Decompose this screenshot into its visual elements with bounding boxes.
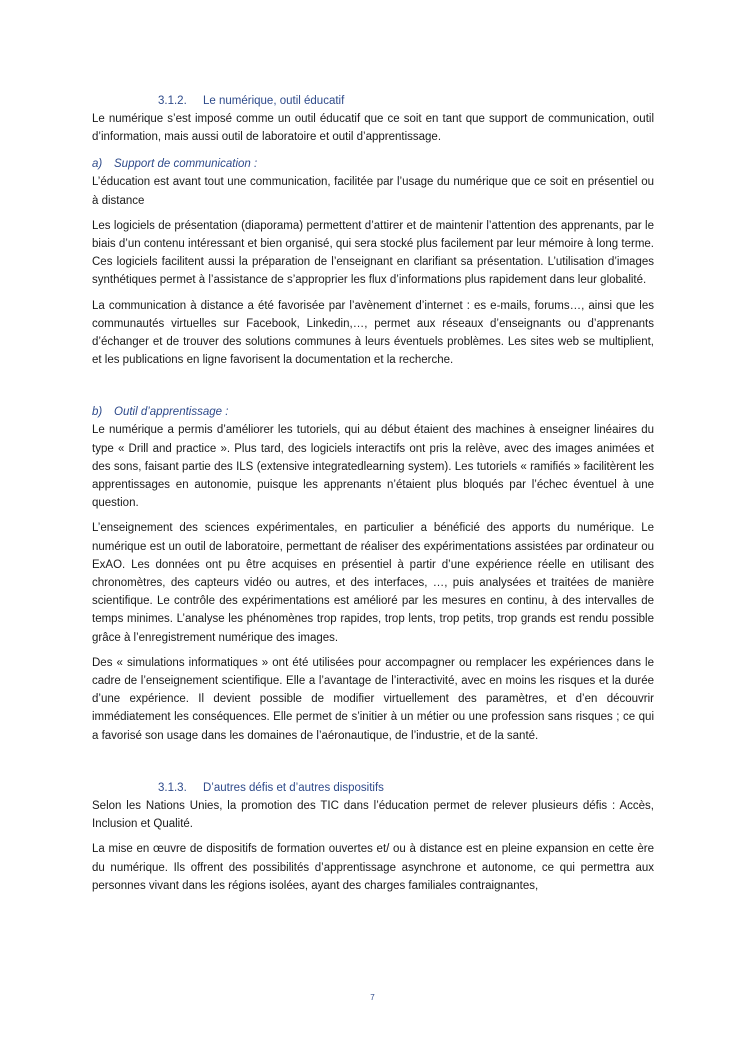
paragraph-b-1: Le numérique a permis d’améliorer les tutoriels, qui au début étaient des machines à enseigner linéaires du type « Drill and practice ». Plus tard, des logiciels interactifs ont pris la relève, avec des images animées et des sons, faisant partie des ILS (extensive integratedlearning system). Les tutoriels « ramifiés » facilitèrent les apprentissages en autonomie, puisque les apprenants n’étaient plus bloqués par l’échec éventuel à une question. [92,424,654,510]
subheading-title: Outil d’apprentissage : [114,406,229,419]
paragraph-b-2: L’enseignement des sciences expérimentales, en particulier a bénéficié des apports du numérique. Le numérique est un outil de laboratoire, permettant de réaliser des expérimentations assistées par ordinateur ou ExAO. Les données ont pu être acquises en présentiel à partir d’une expérience réelle en utilisant des chronomètres, des capteurs vidéo ou autres, et des interfaces, …, puis analysées et traitées de manière scientifique. Le contrôle des expérimentations est amélioré par les mesures en continu, à des intervalles de temps minimes. L’analyse les phénomènes trop rapides, trop lents, trop petits, trop grands est rendu possible grâce à l’enregistrement numérique des images. [92,522,654,644]
subheading-letter: a) [92,158,103,171]
paragraph-a-1: L’éducation est avant tout une communication, facilitée par l’usage du numérique que ce soit en présentiel ou à distance [92,176,654,207]
subheading-letter: b) [92,406,103,419]
section-number: 3.1.3. [158,781,187,794]
section-heading-3-1-3 [92,779,654,797]
section-number: 3.1.2. [158,95,187,107]
page-number: 7 [370,993,375,1002]
paragraph-c-1: Selon les Nations Unies, la promotion des TIC dans l’éducation permet de relever plusieurs défis : Accès, Inclusion et Qualité. [92,799,654,831]
section-title: D’autres défis et d’autres dispositifs [203,781,384,794]
section-intro-paragraph: Le numérique s’est imposé comme un outil éducatif que ce soit en tant que support de communication, outil d’information, mais aussi outil de laboratoire et outil d’apprentissage. [92,113,654,144]
subheading-title: Support de communication : [114,158,258,171]
paragraph-a-2: Les logiciels de présentation (diaporama) permettent d’attirer et de maintenir l’attention des apprenants, par le biais d’un contenu intéressant et bien organisé, qui sera stocké plus facilement par leur mémoire à long terme. Ces logiciels facilitent aussi la préparation de l’enseignant en clarifiant sa présentation. L’utilisation d’images synthétiques permet à l’assistance de s’approprier les flux d’informations plus rapidement dans leur globalité. [92,219,654,287]
document-page [92,92,654,895]
paragraph-c-2: La mise en œuvre de dispositifs de formation ouvertes et/ ou à distance est en pleine expansion en cette ère du numérique. Ils offrent des possibilités d’apprentissage asynchrone et autonome, ce qui permettra aux personnes vivant dans les régions isolées, ayant des charges familiales contraignantes, [92,843,654,892]
section-title: Le numérique, outil éducatif [203,95,345,107]
paragraph-a-3: La communication à distance a été favorisée par l’avènement d’internet : es e-mails, forums…, ainsi que les communautés virtuelles sur Facebook, Linkedin,…, permet aux réseaux d’enseignants ou d’apprenants d’échanger et de trouver des solutions communes à leurs éventuels problèmes. Les sites web se multiplient, et les publications en ligne favorisent la documentation et la recherche. [92,299,654,367]
subheading-b [92,403,654,421]
section-heading-3-1-2 [92,92,654,110]
paragraph-b-3: Des « simulations informatiques » ont été utilisées pour accompagner ou remplacer les expériences dans le cadre de l’enseignement scientifique. Elle a l’avantage de l’interactivité, avec en moins les risques et la durée d’une expérience. Il devient possible de modifier virtuellement des paramètres, et d’en découvrir immédiatement les conséquences. Elle permet de s’initier à un métier ou une profession sans risques ; ce qui a favorisé son usage dans les domaines de l’aéronautique, de l’industrie, et de la santé. [92,656,654,742]
subheading-a [92,155,654,173]
